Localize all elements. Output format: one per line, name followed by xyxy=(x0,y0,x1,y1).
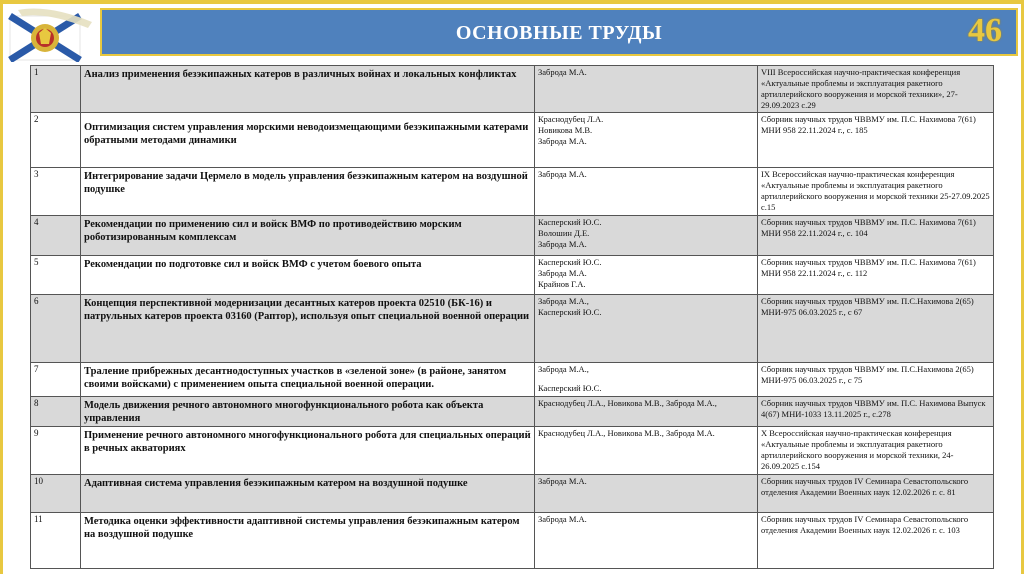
table-row xyxy=(31,513,994,569)
work-authors xyxy=(535,256,758,295)
work-authors xyxy=(535,513,758,569)
work-source: X Всероссийская научно-практическая конференция «Актуальные проблемы и эксплуатация ракетного артиллерийского вооружения и морской техники, 24-26.09.2025 с.154 xyxy=(758,427,994,475)
author: Заброда М.А. xyxy=(538,268,587,278)
work-authors xyxy=(535,295,758,363)
author: Касперский Ю.С. xyxy=(538,257,602,267)
work-title: Рекомендации по подготовке сил и войск ВМФ с учетом боевого опыта xyxy=(81,256,535,295)
author: Новикова М.В. xyxy=(538,125,593,135)
table-row xyxy=(31,66,994,113)
author: Касперский Ю.С. xyxy=(538,217,602,227)
work-authors xyxy=(535,216,758,256)
work-source: Сборник научных трудов IV Семинара Севастопольского отделения Академии Военных наук 12.02.2026 г. с. 103 xyxy=(758,513,994,569)
work-authors xyxy=(535,363,758,397)
works-table-container xyxy=(30,65,993,570)
row-number: 1 xyxy=(31,66,81,113)
author: Заброда М.А. xyxy=(538,239,587,249)
page-title: ОСНОВНЫЕ ТРУДЫ xyxy=(455,22,663,44)
author: Заброда М.А. xyxy=(538,476,587,486)
work-authors xyxy=(535,66,758,113)
work-source: Сборник научных трудов ЧВВМУ им. П.С. Нахимова 7(61) МНИ 958 22.11.2024 г., с. 112 xyxy=(758,256,994,295)
work-authors xyxy=(535,113,758,168)
row-number: 2 xyxy=(31,113,81,168)
work-title: Рекомендации по применению сил и войск ВМФ по противодействию морским роботизированным комплексам xyxy=(81,216,535,256)
work-source: IX Всероссийская научно-практическая конференция «Актуальные проблемы и эксплуатация ракетного артиллерийского вооружения и морской техники 25-27.09.2025 с.15 xyxy=(758,168,994,216)
work-authors xyxy=(535,168,758,216)
work-title: Методика оценки эффективности адаптивной системы управления безэкипажным катером на воздушной подушке xyxy=(81,513,535,569)
work-authors xyxy=(535,427,758,475)
table-row xyxy=(31,397,994,427)
naval-ensign-emblem-icon xyxy=(8,6,94,62)
table-row xyxy=(31,363,994,397)
work-source: Сборник научных трудов ЧВВМУ им. П.С. Нахимова 7(61) МНИ 958 22.11.2024 г., с. 185 xyxy=(758,113,994,168)
row-number: 10 xyxy=(31,475,81,513)
table-row xyxy=(31,168,994,216)
row-number: 11 xyxy=(31,513,81,569)
author: Касперский Ю.С. xyxy=(538,307,602,317)
author: Касперский Ю.С. xyxy=(538,383,602,393)
work-authors xyxy=(535,397,758,427)
author: Краснодубец Л.А., Новикова М.В., Заброда М.А. xyxy=(538,428,715,438)
work-title: Адаптивная система управления безэкипажным катером на воздушной подушке xyxy=(81,475,535,513)
row-number: 4 xyxy=(31,216,81,256)
work-title: Анализ применения безэкипажных катеров в различных войнах и локальных конфликтах xyxy=(81,66,535,113)
works-table xyxy=(30,65,994,569)
row-number: 8 xyxy=(31,397,81,427)
table-row xyxy=(31,475,994,513)
work-title: Концепция перспективной модернизации десантных катеров проекта 02510 (БК-16) и патрульных катеров проекта 03160 (Раптор), используя опыт специальной военной операции xyxy=(81,295,535,363)
table-row xyxy=(31,256,994,295)
author: Заброда М.А., xyxy=(538,364,589,374)
title-banner xyxy=(100,8,1018,56)
author: Заброда М.А. xyxy=(538,169,587,179)
author: Заброда М.А., xyxy=(538,296,589,306)
row-number: 5 xyxy=(31,256,81,295)
work-source: VIII Всероссийская научно-практическая конференция «Актуальные проблемы и эксплуатация ракетного артиллерийского вооружения и морской техники», 27-29.09.2023 с.29 xyxy=(758,66,994,113)
work-source: Сборник научных трудов IV Семинара Севастопольского отделения Академии Военных наук 12.02.2026 г. с. 81 xyxy=(758,475,994,513)
work-source: Сборник научных трудов ЧВВМУ им. П.С.Нахимова 2(65) МНИ-975 06.03.2025 г., с 75 xyxy=(758,363,994,397)
row-number: 3 xyxy=(31,168,81,216)
table-row xyxy=(31,295,994,363)
work-authors xyxy=(535,475,758,513)
work-title: Интегрирование задачи Цермело в модель управления безэкипажным катером на воздушной подушке xyxy=(81,168,535,216)
work-title: Применение речного автономного многофункционального робота для специальных операций в речных акваториях xyxy=(81,427,535,475)
author: Заброда М.А. xyxy=(538,514,587,524)
author: Краснодубец Л.А. xyxy=(538,114,604,124)
author: Краснодубец Л.А., Новикова М.В., Заброда М.А., xyxy=(538,398,717,408)
page-number: 46 xyxy=(968,12,1002,49)
row-number: 6 xyxy=(31,295,81,363)
row-number: 7 xyxy=(31,363,81,397)
author: Волошин Д.Е. xyxy=(538,228,590,238)
work-title: Модель движения речного автономного многофункционального робота как объекта управления xyxy=(81,397,535,427)
row-number: 9 xyxy=(31,427,81,475)
table-row xyxy=(31,427,994,475)
table-row xyxy=(31,216,994,256)
work-source: Сборник научных трудов ЧВВМУ им. П.С. Нахимова Выпуск 4(67) МНИ-1033 13.11.2025 г., с.278 xyxy=(758,397,994,427)
work-source: Сборник научных трудов ЧВВМУ им. П.С.Нахимова 2(65) МНИ-975 06.03.2025 г., с 67 xyxy=(758,295,994,363)
table-row xyxy=(31,113,994,168)
work-title: Оптимизация систем управления морскими неводоизмещающими безэкипажными катерами обратными методами динамики xyxy=(81,113,535,168)
top-border xyxy=(0,0,1024,4)
author: Крайнов Г.А. xyxy=(538,279,586,289)
work-title: Траление прибрежных десантнодоступных участков в «зеленой зоне» (в районе, занятом своими войсками) с применением опыта специальной военной операции. xyxy=(81,363,535,397)
work-source: Сборник научных трудов ЧВВМУ им. П.С. Нахимова 7(61) МНИ 958 22.11.2024 г., с. 104 xyxy=(758,216,994,256)
author: Заброда М.А. xyxy=(538,67,587,77)
author: Заброда М.А. xyxy=(538,136,587,146)
